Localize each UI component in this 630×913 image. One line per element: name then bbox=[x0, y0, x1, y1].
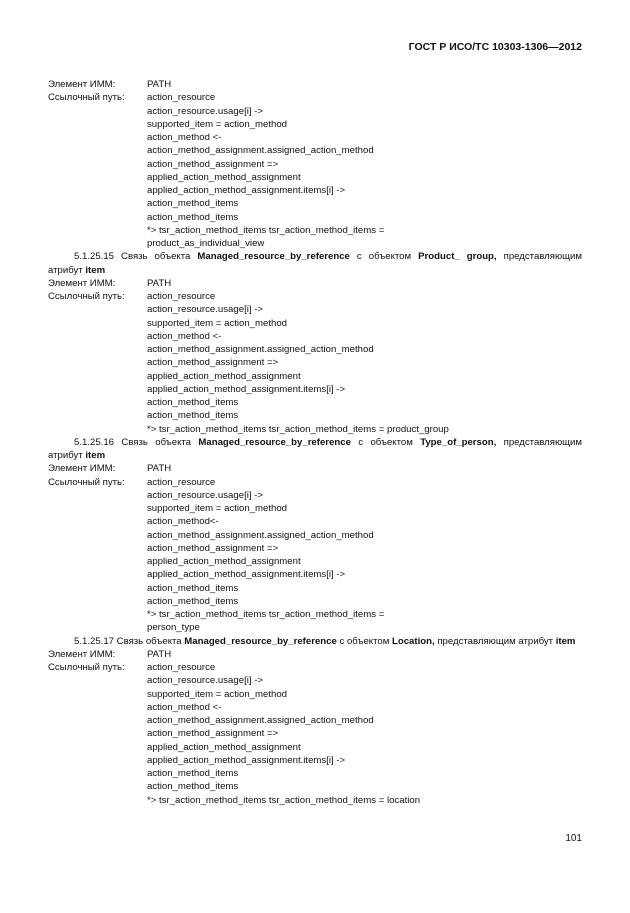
path-line: action_method_assignment => bbox=[147, 542, 279, 554]
element-label: Элемент ИММ: bbox=[48, 648, 116, 660]
path-line: action_resource bbox=[147, 291, 216, 302]
path-label: Ссылочный путь: bbox=[48, 291, 125, 302]
path-line: action_resource bbox=[147, 92, 216, 104]
path-line: action_resource.usage[i] -> bbox=[147, 304, 263, 316]
path-line: action_resource.usage[i] -> bbox=[147, 105, 263, 117]
target-entity: Type_of_person, bbox=[420, 436, 497, 448]
path-label: Ссылочный путь: bbox=[48, 92, 125, 104]
path-line: action_resource.usage[i] -> bbox=[147, 675, 263, 687]
path-line: applied_action_method_assignment bbox=[147, 556, 301, 567]
path-line: applied_action_method_assignment.items[i] -> bbox=[147, 383, 346, 395]
path-line: action_method_items bbox=[147, 211, 239, 223]
path-row bbox=[48, 661, 582, 674]
page-number: 101 bbox=[565, 833, 582, 844]
path-line: person_type bbox=[147, 622, 200, 634]
heading-text: представляющим атрибут bbox=[437, 635, 554, 647]
path-line: action_method <- bbox=[147, 132, 222, 143]
path-line: product_as_individual_view bbox=[147, 238, 265, 249]
path-line: action_method_assignment => bbox=[147, 357, 279, 369]
path-line: supported_item = action_method bbox=[147, 688, 287, 700]
path-line: action_method_items bbox=[147, 410, 239, 422]
path-line: *> tsr_action_method_items tsr_action_method_items = bbox=[147, 609, 385, 620]
document-header: ГОСТ Р ИСО/ТС 10303-1306—2012 bbox=[408, 41, 582, 53]
path-line: action_method_items bbox=[147, 397, 239, 408]
element-value: PATH bbox=[147, 648, 172, 660]
section-number: 5.1.25.16 Связь объекта bbox=[74, 436, 192, 448]
path-line: action_method_items bbox=[147, 768, 239, 779]
path-label: Ссылочный путь: bbox=[48, 662, 125, 673]
section-heading bbox=[48, 250, 582, 277]
mapping-block bbox=[48, 436, 582, 635]
attribute-name: item bbox=[85, 264, 106, 276]
path-line: *> tsr_action_method_items tsr_action_method_items = location bbox=[147, 794, 421, 806]
path-label: Ссылочный путь: bbox=[48, 476, 125, 488]
path-line: action_method <- bbox=[147, 330, 222, 342]
path-line: applied_action_method_assignment bbox=[147, 171, 301, 183]
heading-text: представляющим атрибут bbox=[48, 251, 583, 276]
target-entity: Product_ group, bbox=[418, 251, 497, 263]
path-line: action_method_assignment.assigned_action_method bbox=[147, 529, 374, 541]
path-line: action_method_assignment => bbox=[147, 728, 279, 740]
path-line: action_resource bbox=[147, 476, 216, 488]
element-label: Элемент ИММ: bbox=[48, 277, 116, 289]
path-line: applied_action_method_assignment.items[i] -> bbox=[147, 569, 346, 581]
heading-text: с объектом bbox=[358, 436, 413, 448]
heading-text: представляющим атрибут bbox=[48, 436, 583, 461]
mapping-block bbox=[48, 250, 582, 436]
path-row bbox=[48, 476, 582, 489]
element-row bbox=[48, 462, 582, 475]
path-line: action_method <- bbox=[147, 701, 222, 713]
mapping-block bbox=[48, 78, 582, 250]
path-line: action_resource.usage[i] -> bbox=[147, 489, 263, 501]
element-row bbox=[48, 78, 582, 91]
target-entity: Location, bbox=[392, 635, 435, 647]
element-row bbox=[48, 277, 582, 290]
path-line: applied_action_method_assignment.items[i] -> bbox=[147, 754, 346, 766]
attribute-name: item bbox=[555, 635, 576, 647]
path-line: action_method_items bbox=[147, 781, 239, 793]
path-line: *> tsr_action_method_items tsr_action_method_items = bbox=[147, 224, 385, 236]
path-line: applied_action_method_assignment bbox=[147, 741, 301, 753]
element-value: PATH bbox=[147, 277, 172, 289]
heading-text: с объектом bbox=[339, 635, 390, 647]
document-body bbox=[48, 78, 582, 807]
mapping-block bbox=[48, 635, 582, 807]
path-line: action_method_items bbox=[147, 595, 239, 607]
path-line: action_method_assignment => bbox=[147, 158, 279, 170]
path-line: action_method_items bbox=[147, 198, 239, 210]
entity-name: Managed_resource_by_reference bbox=[198, 436, 351, 448]
heading-text: с объектом bbox=[356, 251, 412, 263]
path-line: *> tsr_action_method_items tsr_action_method_items = product_group bbox=[147, 423, 449, 435]
section-number: 5.1.25.15 Связь объекта bbox=[74, 251, 191, 263]
entity-name: Managed_resource_by_reference bbox=[184, 635, 337, 647]
path-line: action_method_items bbox=[147, 582, 239, 594]
entity-name: Managed_resource_by_reference bbox=[197, 251, 350, 263]
section-number: 5.1.25.17 Связь объекта bbox=[74, 635, 182, 647]
path-line: supported_item = action_method bbox=[147, 317, 287, 329]
section-heading bbox=[48, 635, 582, 648]
attribute-name: item bbox=[85, 450, 106, 461]
element-label: Элемент ИММ: bbox=[48, 79, 116, 90]
path-line: applied_action_method_assignment.items[i] -> bbox=[147, 185, 346, 196]
path-line: action_method<- bbox=[147, 516, 219, 528]
path-line: supported_item = action_method bbox=[147, 118, 287, 130]
path-line: action_method_assignment.assigned_action_method bbox=[147, 715, 374, 726]
path-row bbox=[48, 91, 582, 104]
path-line: action_resource bbox=[147, 662, 216, 673]
element-value: PATH bbox=[147, 79, 172, 90]
element-row bbox=[48, 648, 582, 661]
path-line: supported_item = action_method bbox=[147, 503, 287, 514]
path-line: action_method_assignment.assigned_action_method bbox=[147, 344, 374, 355]
element-label: Элемент ИММ: bbox=[48, 463, 116, 475]
element-value: PATH bbox=[147, 463, 172, 475]
section-heading bbox=[48, 436, 582, 463]
path-row bbox=[48, 290, 582, 303]
path-line: applied_action_method_assignment bbox=[147, 370, 301, 382]
path-line: action_method_assignment.assigned_action_method bbox=[147, 145, 374, 157]
